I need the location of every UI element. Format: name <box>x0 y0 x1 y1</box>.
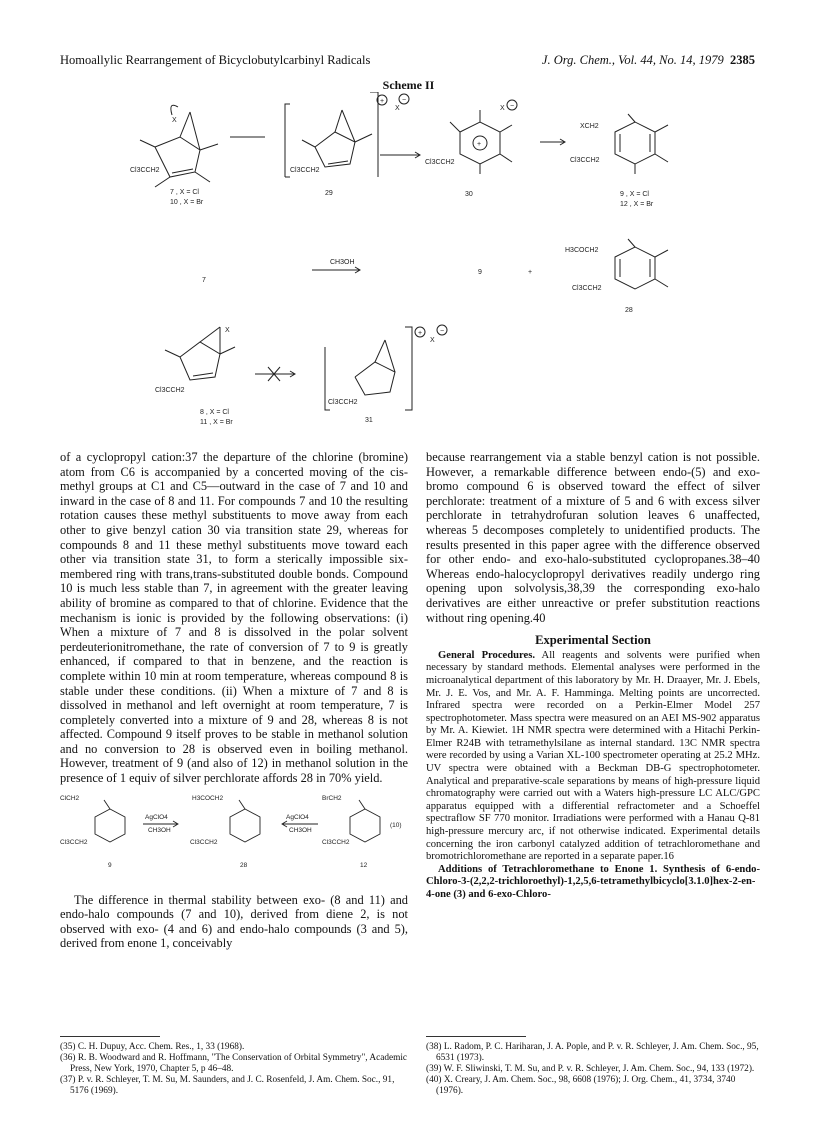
svg-text:11 , X = Br: 11 , X = Br <box>200 419 233 426</box>
footnote: (36) R. B. Woodward and R. Hoffmann, "The Conservation of Orbital Symmetry", Academic Press, New York, 1970, Chapter 5, p 46–48. <box>60 1053 408 1074</box>
section-heading: Experimental Section <box>535 633 651 648</box>
footnote-rule-right <box>426 1036 526 1037</box>
footnote: (35) C. H. Dupuy, Acc. Chem. Res., 1, 33 (1968). <box>60 1042 245 1052</box>
svg-text:28: 28 <box>625 307 633 314</box>
svg-text:−: − <box>402 97 407 104</box>
run-in-heading: Additions of Tetrachloromethane to Enone 1. Synthesis of 6-endo-Chloro-3-(2,2,2-trichloroethyl)-1,2,5,6-tetramethylbicyclo[3.1.0]hex-2-en-4-one (3) and 6-exo-Chloro- <box>426 863 760 900</box>
svg-text:8 , X = Cl: 8 , X = Cl <box>200 409 229 416</box>
footnote-rule-left <box>60 1036 160 1037</box>
svg-text:Cl3CCH2: Cl3CCH2 <box>190 838 218 846</box>
right-column <box>426 450 760 902</box>
svg-text:Cl3CCH2: Cl3CCH2 <box>328 399 358 406</box>
svg-text:Cl3CCH2: Cl3CCH2 <box>572 285 602 292</box>
page-number: 2385 <box>730 53 755 67</box>
journal-name: J. Org. Chem., Vol. 44, No. 14, 1979 <box>541 53 724 67</box>
svg-text:+: + <box>528 269 533 276</box>
svg-text:XCH2: XCH2 <box>580 123 599 130</box>
svg-text:10 , X = Br: 10 , X = Br <box>170 199 204 206</box>
footnote: (39) W. F. Sliwinski, T. M. Su, and P. v. R. Schleyer, J. Am. Chem. Soc., 94, 133 (1972). <box>426 1064 755 1074</box>
svg-text:+: + <box>380 98 385 105</box>
svg-text:Cl3CCH2: Cl3CCH2 <box>130 167 160 174</box>
left-column <box>60 450 408 951</box>
footnote: (37) P. v. R. Schleyer, T. M. Su, M. Saunders, and J. C. Rosenfeld, J. Am. Chem. Soc., 91, 5176 (1969). <box>60 1075 395 1096</box>
svg-text:Cl3CCH2: Cl3CCH2 <box>155 387 185 394</box>
svg-text:7: 7 <box>202 277 206 284</box>
svg-text:31: 31 <box>365 417 373 424</box>
svg-text:9: 9 <box>108 861 112 869</box>
svg-text:CH3OH: CH3OH <box>148 826 171 834</box>
svg-text:H3COCH2: H3COCH2 <box>565 247 599 254</box>
svg-text:Cl3CCH2: Cl3CCH2 <box>570 157 600 164</box>
svg-text:Cl3CCH2: Cl3CCH2 <box>290 167 320 174</box>
structure-7-10 <box>130 105 218 206</box>
svg-text:(10): (10) <box>390 821 402 829</box>
svg-text:−: − <box>440 328 445 335</box>
structure-9-12 <box>570 114 668 208</box>
svg-text:12 , X = Br: 12 , X = Br <box>620 201 654 208</box>
footnote: (38) L. Radom, P. C. Hariharan, J. A. Pople, and P. v. R. Schleyer, J. Am. Chem. Soc., 95, 6531 (1973). <box>426 1042 759 1063</box>
svg-text:7 , X = Cl: 7 , X = Cl <box>170 189 199 196</box>
subsection-heading <box>426 864 760 902</box>
svg-text:+: + <box>418 330 423 337</box>
svg-text:X: X <box>430 337 435 344</box>
footnotes-right <box>426 1042 760 1097</box>
equation-10-drawing <box>60 792 408 887</box>
paragraph: The difference in thermal stability between exo- (8 and 11) and endo-halo compounds (7 and 10), derived from diene 2, is not observed with exo- (4 and 6) and endo-halo compounds (3 and 5), derived from enone 1, conceivably <box>60 892 408 951</box>
paragraph: of a cyclopropyl cation:37 the departure of the chlorine (bromine) atom from C6 is accompanied by a concerted moving of the cis-methyl groups at C1 and C5—outward in the case of 7 and 10 and inward in the case of 8 and 11. For compounds 7 and 10 the resulting rotation causes these methyl substituents to move away from each other to give benzyl cation 30 via transition state 29, whereas for compounds 8 and 11 these methyl substituents move toward each other via transition state 31, to form a sterically impossible six-membered ring with trans,trans-substituted double bonds. Compound 10 is much less stable than 7, in agreement with the greater leaving ability of bromine as compared to that of chlorine. Evidence that the mechanism is ionic is provided by the following observations: (i) When a mixture of 7 and 8 is dissolved in the polar solvent perdeuterionitromethane, the rate of conversion of 7 to 9 is greatly enhanced, if compared to that in benzene, and the reaction is complete within 10 min at room temperature, whereas compound 8 is stable under these conditions. (ii) When a mixture of 7 and 8 is dissolved in methanol and left overnight at room temperature, 7 is completely converted into a mixture of 9 and 28, whereas 8 is not affected. Compound 9 itself proves to be stable in methanol solution and no conversion to 28 is observed even in boiling methanol. However, treatment of 9 (and also of 12) in methanol solution in the presence of 1 equiv of silver perchlorate affords 28 in 70% yield. <box>60 450 408 786</box>
paragraph-body: All reagents and solvents were purified when necessary by standard methods. Elemental analyses were performed in the microanalytical department of this laboratory by Mr. H. Draayer, Mr. J. Ebels, Mr. J. E. Vos, and Mr. A. F. Hamminga. Melting points are uncorrected. Infrared spectra were recorded on a Perkin-Elmer Model 257 spectrophotometer. Mass spectra were measured on an AEI MS-902 apparatus by Mr. A. Kiewiet. 1H NMR spectra were determined with a Hitachi Perkin-Elmer R24B with tetramethylsilane as internal standard. 13C NMR spectra were recorded by using a Varian XL-100 spectrometer operating at 25.2 MHz. UV spectra were obtained with a Beckman DB-G spectrophotometer. Analytical and preparative-scale separations by means of high-pressure liquid chromatography were carried out with a Waters high-pressure LC ALC/GPC apparatus equipped with a differential refractometer and a Schoeffel spectraflow SF 770 monitor. Irradiations were performed with a Hanau Q-81 high-pressure mercury arc, if not otherwise indicated. Experimental details concerning the iron carbonyl catalyzed addition of tetrachloromethane and bromotrichloromethane are reported in a separate paper.16 <box>426 649 761 863</box>
footnotes-left <box>60 1042 408 1097</box>
svg-text:X: X <box>172 117 177 124</box>
svg-text:H3COCH2: H3COCH2 <box>192 794 224 802</box>
svg-text:+: + <box>477 141 482 148</box>
svg-text:CH3OH: CH3OH <box>330 259 355 266</box>
scheme-ii-figure <box>60 92 760 442</box>
svg-text:BrCH2: BrCH2 <box>322 794 342 802</box>
run-in-heading: General Procedures. <box>438 649 536 661</box>
transition-state-31 <box>325 325 447 424</box>
paragraph: because rearrangement via a stable benzyl cation is not possible. However, a remarkable difference between endo-(5) and exo-bromo compound 6 is observed toward the effect of silver perchlorate: treatment of a mixture of 5 and 6 with excess silver perchlorate in tetrahydrofuran solution leaves 6 unaffected, whereas 5 decomposes completely to unidentified products. The results presented in this paper agree with the difference observed for other endo- and exo-halo-substituted cyclopropanes.38–40 Whereas endo-halocyclopropyl derivatives readily undergo ring opening upon solvolysis,38,39 the corresponding exo-halo derivatives are either unreactive or prefer substitution reactions without ring opening.40 <box>426 450 760 625</box>
svg-text:12: 12 <box>360 861 368 869</box>
svg-text:9 , X = Cl: 9 , X = Cl <box>620 191 649 198</box>
benzyl-cation-30 <box>425 100 517 198</box>
structure-8-11 <box>155 327 235 426</box>
transition-state-29 <box>285 92 409 197</box>
svg-text:X: X <box>395 105 400 112</box>
svg-text:Cl3CCH2: Cl3CCH2 <box>60 838 88 846</box>
svg-text:AgClO4: AgClO4 <box>145 813 168 821</box>
svg-text:CH3OH: CH3OH <box>289 826 312 834</box>
svg-text:AgClO4: AgClO4 <box>286 813 309 821</box>
footnote: (40) X. Creary, J. Am. Chem. Soc., 98, 6608 (1976); J. Org. Chem., 41, 3734, 3740 (1976). <box>426 1075 736 1096</box>
svg-text:30: 30 <box>465 191 473 198</box>
scheme-ii-drawing <box>60 92 760 442</box>
running-header: Homoallylic Rearrangement of Bicyclobutylcarbinyl Radicals <box>60 53 371 67</box>
svg-text:Cl3CCH2: Cl3CCH2 <box>425 159 455 166</box>
svg-text:X: X <box>225 327 230 334</box>
svg-text:29: 29 <box>325 190 333 197</box>
svg-text:ClCH2: ClCH2 <box>60 794 80 802</box>
structure-28 <box>565 239 668 314</box>
scheme-title: Scheme II <box>382 78 435 92</box>
svg-text:−: − <box>510 103 515 110</box>
svg-text:9: 9 <box>478 269 482 276</box>
svg-text:X: X <box>500 105 505 112</box>
svg-text:28: 28 <box>240 861 248 869</box>
journal-citation <box>542 53 755 68</box>
general-procedures <box>426 650 760 864</box>
svg-text:Cl3CCH2: Cl3CCH2 <box>322 838 350 846</box>
equation-10 <box>60 792 408 887</box>
